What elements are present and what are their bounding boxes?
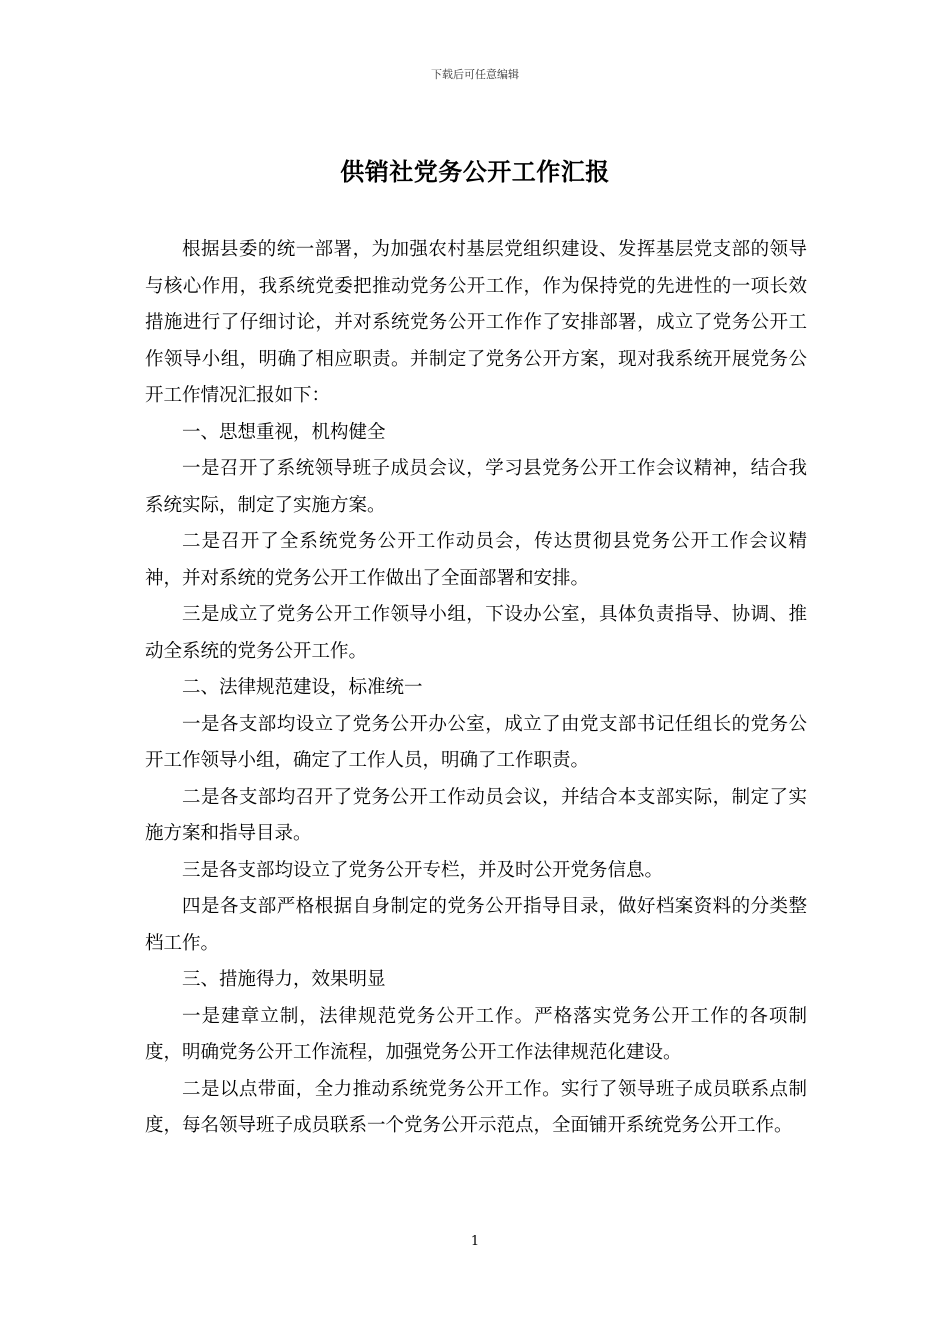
- paragraph: 一是各支部均设立了党务公开办公室，成立了由党支部书记任组长的党务公开工作领导小组，确定了工作人员，明确了工作职责。: [145, 713, 807, 771]
- paragraph: 三是成立了党务公开工作领导小组，下设办公室，具体负责指导、协调、推动全系统的党务公开工作。: [145, 604, 807, 662]
- paragraph: 一是召开了系统领导班子成员会议，学习县党务公开工作会议精神，结合我系统实际，制定了实施方案。: [145, 458, 807, 516]
- header-note: 下载后可任意编辑: [431, 68, 519, 81]
- paragraph: 二是以点带面，全力推动系统党务公开工作。实行了领导班子成员联系点制度，每名领导班子成员联系一个党务公开示范点，全面铺开系统党务公开工作。: [145, 1078, 807, 1136]
- page-number: 1: [470, 1234, 480, 1249]
- section-heading-2: 二、法律规范建设，标准统一: [182, 677, 423, 698]
- document-body: [145, 232, 807, 1145]
- section-heading-3: 三、措施得力，效果明显: [182, 969, 386, 990]
- paragraph-intro: 根据县委的统一部署，为加强农村基层党组织建设、发挥基层党支部的领导与核心作用，我系统党委把推动党务公开工作，作为保持党的先进性的一项长效措施进行了仔细讨论，并对系统党务公开工作作了安排部署，成立了党务公开工作领导小组，明确了相应职责。并制定了党务公开方案，现对我系统开展党务公开工作情况汇报如下：: [145, 239, 807, 406]
- document-title: 供销社党务公开工作汇报: [340, 158, 610, 186]
- paragraph: 二是各支部均召开了党务公开工作动员会议，并结合本支部实际，制定了实施方案和指导目录。: [145, 786, 807, 844]
- paragraph: 四是各支部严格根据自身制定的党务公开指导目录，做好档案资料的分类整档工作。: [145, 896, 807, 954]
- section-heading-1: 一、思想重视，机构健全: [182, 421, 386, 443]
- paragraph: 三是各支部均设立了党务公开专栏，并及时公开党务信息。: [182, 859, 664, 881]
- paragraph: 一是建章立制，法律规范党务公开工作。严格落实党务公开工作的各项制度，明确党务公开工作流程，加强党务公开工作法律规范化建设。: [145, 1005, 807, 1063]
- paragraph: 二是召开了全系统党务公开工作动员会，传达贯彻县党务公开工作会议精神，并对系统的党务公开工作做出了全面部署和安排。: [145, 531, 807, 589]
